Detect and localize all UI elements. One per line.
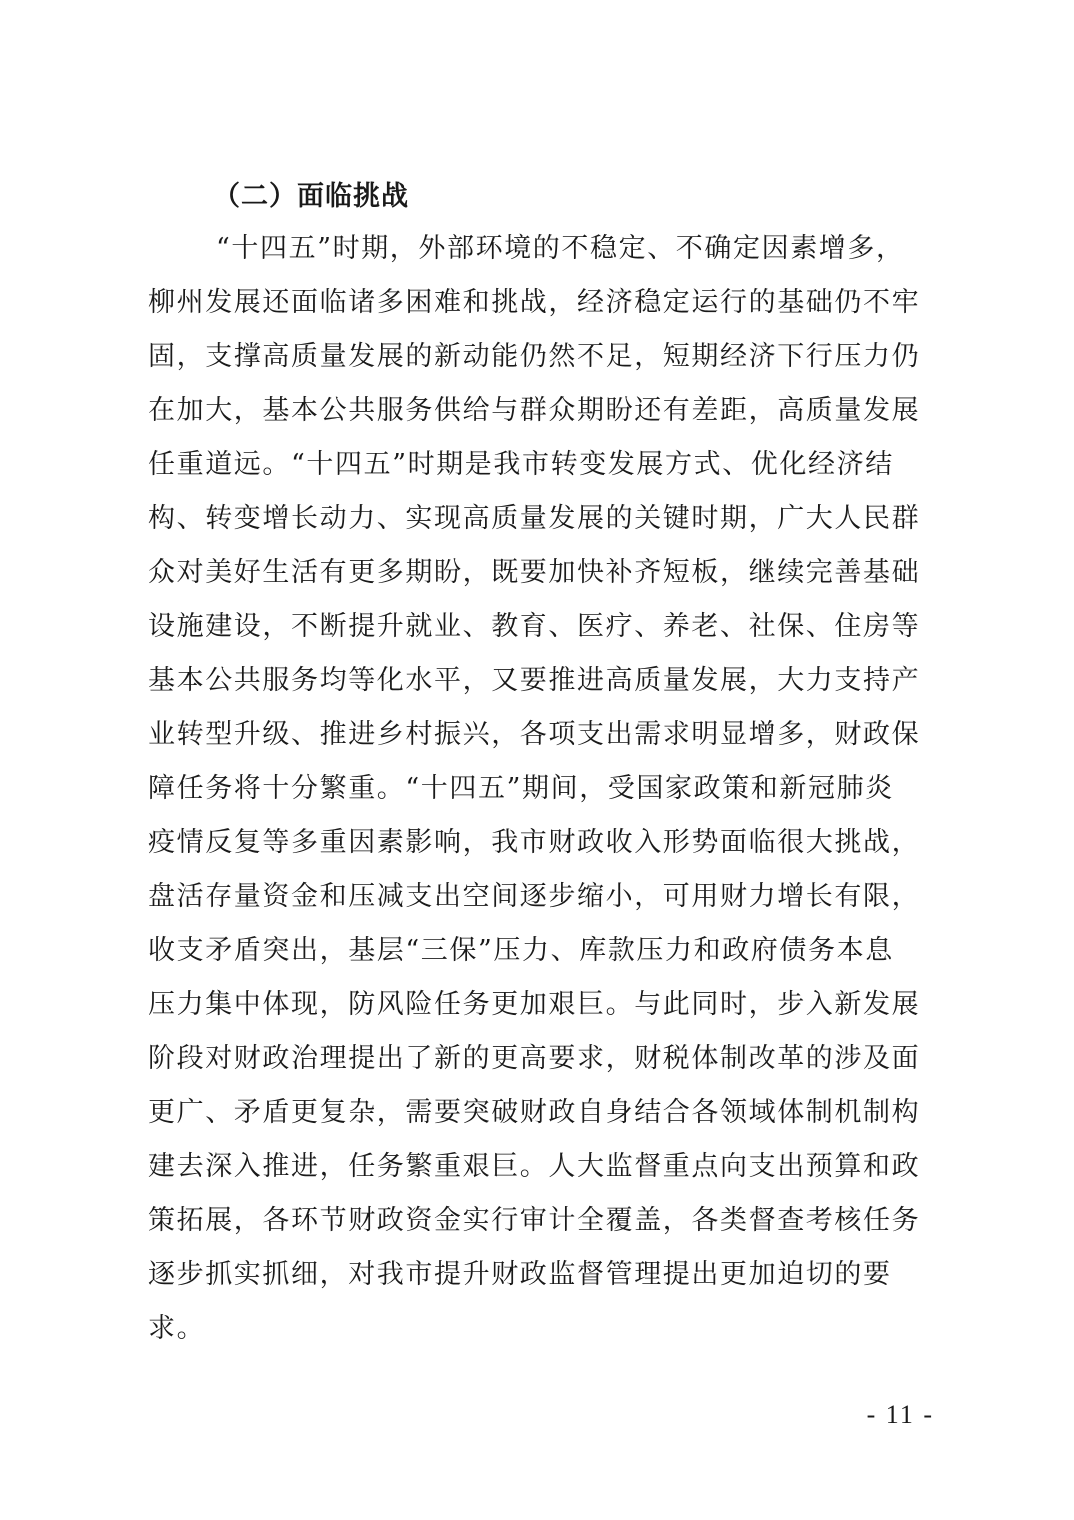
section-heading: （二）面临挑战 [213,181,409,212]
paragraph-line: 疫情反复等多重因素影响，我市财政收入形势面临很大挑战， [148,827,921,858]
paragraph-line: 柳州发展还面临诸多困难和挑战，经济稳定运行的基础仍不牢 [148,287,921,318]
paragraph [148,222,948,1356]
paragraph-line: 求。 [148,1313,206,1344]
paragraph-line: 收支矛盾突出，基层“三保”压力、库款压力和政府债务本息 [148,935,894,966]
paragraph-line: 盘活存量资金和压减支出空间逐步缩小，可用财力增长有限， [148,881,921,912]
paragraph-line: 业转型升级、推进乡村振兴，各项支出需求明显增多，财政保 [148,719,921,750]
paragraph-line: 压力集中体现，防风险任务更加艰巨。与此同时，步入新发展 [148,989,921,1020]
paragraph-line: 构、转变增长动力、实现高质量发展的关键时期，广大人民群 [148,503,921,534]
paragraph-line: 固，支撑高质量发展的新动能仍然不足，短期经济下行压力仍 [148,341,921,372]
paragraph-line: 障任务将十分繁重。“十四五”期间，受国家政策和新冠肺炎 [148,773,894,804]
paragraph-line: “十四五”时期，外部环境的不稳定、不确定因素增多， [216,233,905,264]
paragraph-line: 策拓展，各环节财政资金实行审计全覆盖，各类督查考核任务 [148,1205,921,1236]
paragraph-line: 阶段对财政治理提出了新的更高要求，财税体制改革的涉及面 [148,1043,921,1074]
paragraph-line: 逐步抓实抓细，对我市提升财政监督管理提出更加迫切的要 [148,1259,892,1290]
paragraph-line: 在加大，基本公共服务供给与群众期盼还有差距，高质量发展 [148,395,921,426]
paragraph-line: 设施建设，不断提升就业、教育、医疗、养老、社保、住房等 [148,611,921,642]
page-number: - 11 - [866,1400,934,1429]
paragraph-line: 更广、矛盾更复杂，需要突破财政自身结合各领域体制机制构 [148,1097,921,1128]
paragraph-line: 任重道远。“十四五”时期是我市转变发展方式、优化经济结 [148,449,894,480]
paragraph-line: 众对美好生活有更多期盼，既要加快补齐短板，继续完善基础 [148,557,921,588]
paragraph-line: 建去深入推进，任务繁重艰巨。人大监督重点向支出预算和政 [148,1151,921,1182]
paragraph-line: 基本公共服务均等化水平，又要推进高质量发展，大力支持产 [148,665,921,696]
